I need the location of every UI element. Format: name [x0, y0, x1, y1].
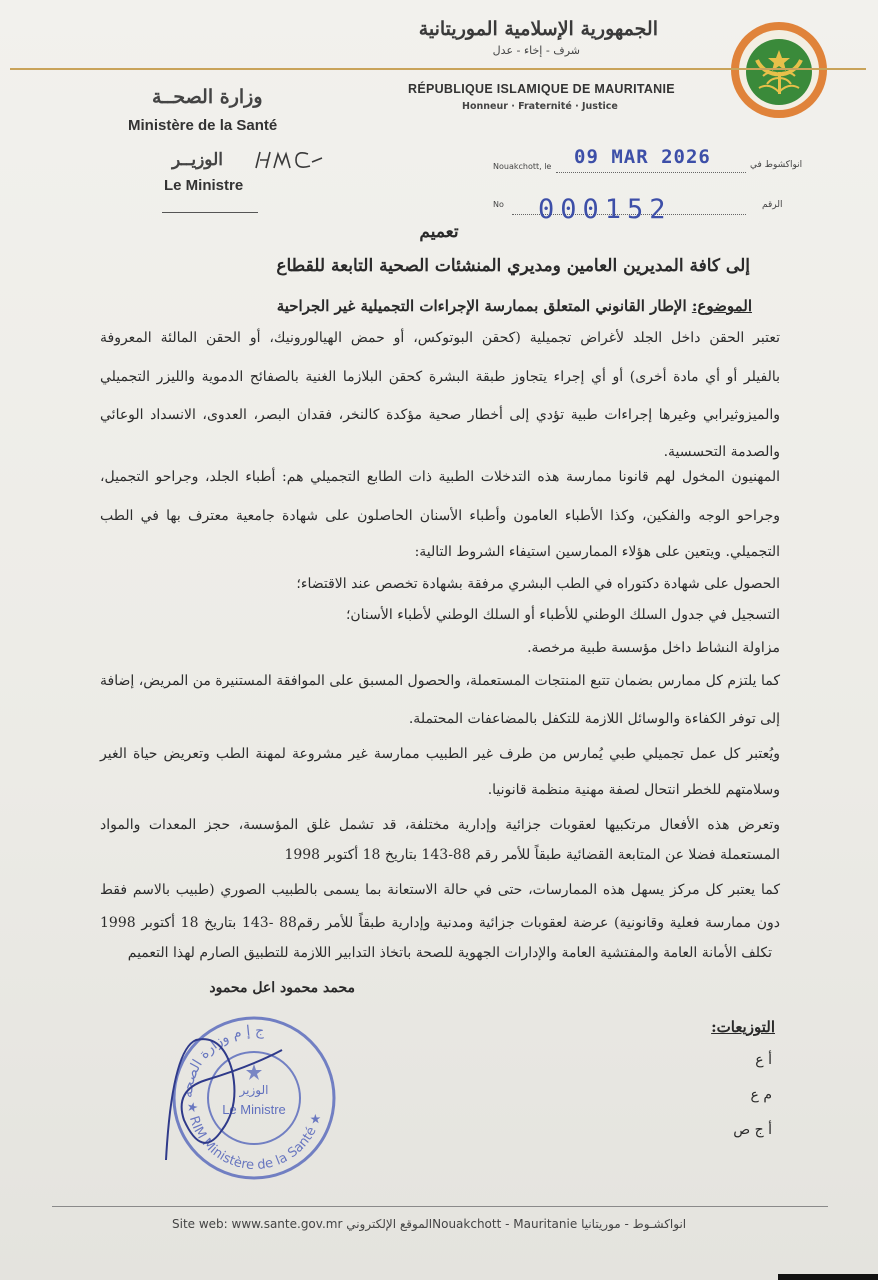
reference-number-stamp: 000152: [538, 194, 672, 225]
ministry-name-fr: Ministère de la Santé: [128, 117, 278, 134]
footer: [172, 1217, 686, 1231]
number-label-ar: الرقم: [762, 200, 783, 210]
document-title: تعميم: [419, 222, 459, 242]
republic-name-fr: RÉPUBLIQUE ISLAMIQUE DE MAURITANIE: [408, 82, 675, 96]
distribution-label: التوزيعات:: [711, 1018, 775, 1036]
footer-city-ar: انواكشـوط - موريتانيا: [581, 1217, 687, 1231]
footer-city-fr: Nouakchott - Mauritanie: [432, 1217, 578, 1231]
stamp-inner-fr: Le Ministre: [222, 1102, 286, 1117]
body-line: كما يعتبر كل مركز يسهل هذه الممارسات، حتى في حالة الاستعانة بما يسمى بالطبيب الصوري (طبيب بالاسم فقط: [100, 882, 780, 898]
body-line: تعتبر الحقن داخل الجلد لأغراض تجميلية (كحقن البوتوكس، أو حمض الهيالورونيك، أو الحقن المالئة المعروفة: [100, 330, 780, 346]
national-emblem-icon: [729, 20, 829, 120]
motto-ar: شرف - إخاء - عدل: [492, 44, 580, 57]
subject-label: الموضوع:: [691, 297, 752, 315]
minister-title-fr: Le Ministre: [164, 177, 244, 194]
body-line: مزاولة النشاط داخل مؤسسة طبية مرخصة.: [527, 640, 780, 656]
minister-title-ar: الوزيــر: [172, 150, 223, 170]
distribution-item: أ ع: [755, 1052, 772, 1068]
body-line: وسلامتهم للخطر انتحال لصفة مهنية منظمة قانونيا.: [487, 782, 780, 798]
body-line: والميزوثيرابي وغيرها إجراءات طبية تؤدي إلى أخطار صحية مؤكدة كالنخر، فقدان البصر، العدوى، الانسداد الوعائي: [100, 407, 780, 423]
footer-site-label: Site web:: [172, 1217, 228, 1231]
body-line: المهنيون المخول لهم قانونا ممارسة هذه التدخلات الطبية ذات الطابع التجميلي هم: أطباء الجلد، وجراحو التجميل،: [100, 469, 780, 485]
footer-site-ar: الموقع الإلكتروني: [346, 1217, 433, 1231]
addressee-line: إلى كافة المديرين العامين ومديري المنشئات الصحية التابعة للقطاع: [276, 256, 750, 276]
body-line: تكلف الأمانة العامة والمفتشية العامة والإدارات الجهوية للصحة باتخاذ التدابير اللازمة للتطبيق الصارم لهذا التعميم: [127, 945, 772, 961]
distribution-item: م ع: [750, 1087, 772, 1103]
ministry-name-ar: وزارة الصحــة: [152, 86, 263, 108]
body-line: التجميلي. ويتعين على هؤلاء الممارسين استيفاء الشروط التالية:: [414, 544, 780, 560]
body-line: كما يلتزم كل ممارس بضمان تتبع المنتجات المستعملة، والحصول المسبق على الموافقة المستنيرة من المريض، إضافة: [100, 673, 780, 689]
date-stamp: 09 MAR 2026: [574, 146, 711, 168]
header-divider: [10, 68, 866, 70]
date-dotted-line: [556, 172, 746, 173]
scan-edge: [778, 1274, 878, 1280]
footer-site-url[interactable]: www.sante.gov.mr: [231, 1217, 343, 1231]
place-label-fr: Nouakchott, le: [493, 162, 552, 171]
subject-text: الإطار القانوني المتعلق بممارسة الإجراءات التجميلية غير الجراحية: [276, 297, 687, 315]
stamp-ring-fr: ★ RIM Ministère de la Santé ★: [183, 1100, 325, 1174]
body-line: وجراحو الوجه والفكين، وكذا الأطباء العامون وأطباء الأسنان الحاصلون على شهادة جامعية معترف بها في الطب: [100, 508, 780, 524]
body-line: وتعرض هذه الأفعال مرتكبيها لعقوبات جزائية وإدارية مختلفة، قد تشمل غلق المؤسسة، حجز المعدات والمواد: [100, 817, 780, 833]
stamp-ring-ar: ج إ م وزارة الصحة: [179, 1022, 265, 1099]
body-line: الحصول على شهادة دكتوراه في الطب البشري مرفقة بشهادة تخصص عند الاقتضاء؛: [296, 576, 780, 592]
body-line: إلى توفر الكفاءة والوسائل اللازمة للتكفل بالمضاعفات المحتملة.: [408, 711, 780, 727]
distribution-item: أ ج ص: [733, 1122, 772, 1138]
handwritten-initials: [252, 148, 326, 172]
motto-fr: Honneur · Fraternité · Justice: [462, 101, 618, 112]
footer-divider: [52, 1206, 828, 1207]
body-line: التسجيل في جدول السلك الوطني للأطباء أو السلك الوطني لأطباء الأسنان؛: [345, 607, 780, 623]
subject-line: [277, 297, 752, 315]
body-line: المستعملة فضلا عن المتابعة القضائية طبقاً للأمر رقم 88-143 بتاريخ 18 أكتوبر 1998: [284, 847, 780, 863]
place-label-ar: انواكشوط في: [750, 160, 803, 170]
minister-underline: [162, 212, 258, 213]
body-line: والصدمة التحسسية.: [663, 444, 780, 460]
body-line: دون ممارسة فعلية وقانونية) عرضة لعقوبات جزائية ومدنية وإدارية طبقاً للأمر رقم88 -143 بتاريخ 18 أكتوبر 1998: [100, 915, 780, 931]
republic-name-ar: الجمهورية الإسلامية الموريتانية: [418, 18, 658, 40]
number-label-fr: No: [493, 200, 504, 209]
body-line: بالفيلر أو أي مادة أخرى) أو أي إجراء يتجاوز طبقة البشرة كحقن البلازما الغنية بالصفائح الدموية والليزر التجميلي: [100, 369, 780, 385]
body-line: ويُعتبر كل عمل تجميلي طبي يُمارس من طرف غير الطبيب ممارسة غير مشروعة لمهنة الطب وتعريض حياة الغير: [100, 746, 780, 762]
official-stamp: [162, 1010, 342, 1180]
stamp-inner-ar: الوزير: [239, 1083, 269, 1097]
signatory-name: محمد محمود اعل محمود: [209, 980, 355, 996]
